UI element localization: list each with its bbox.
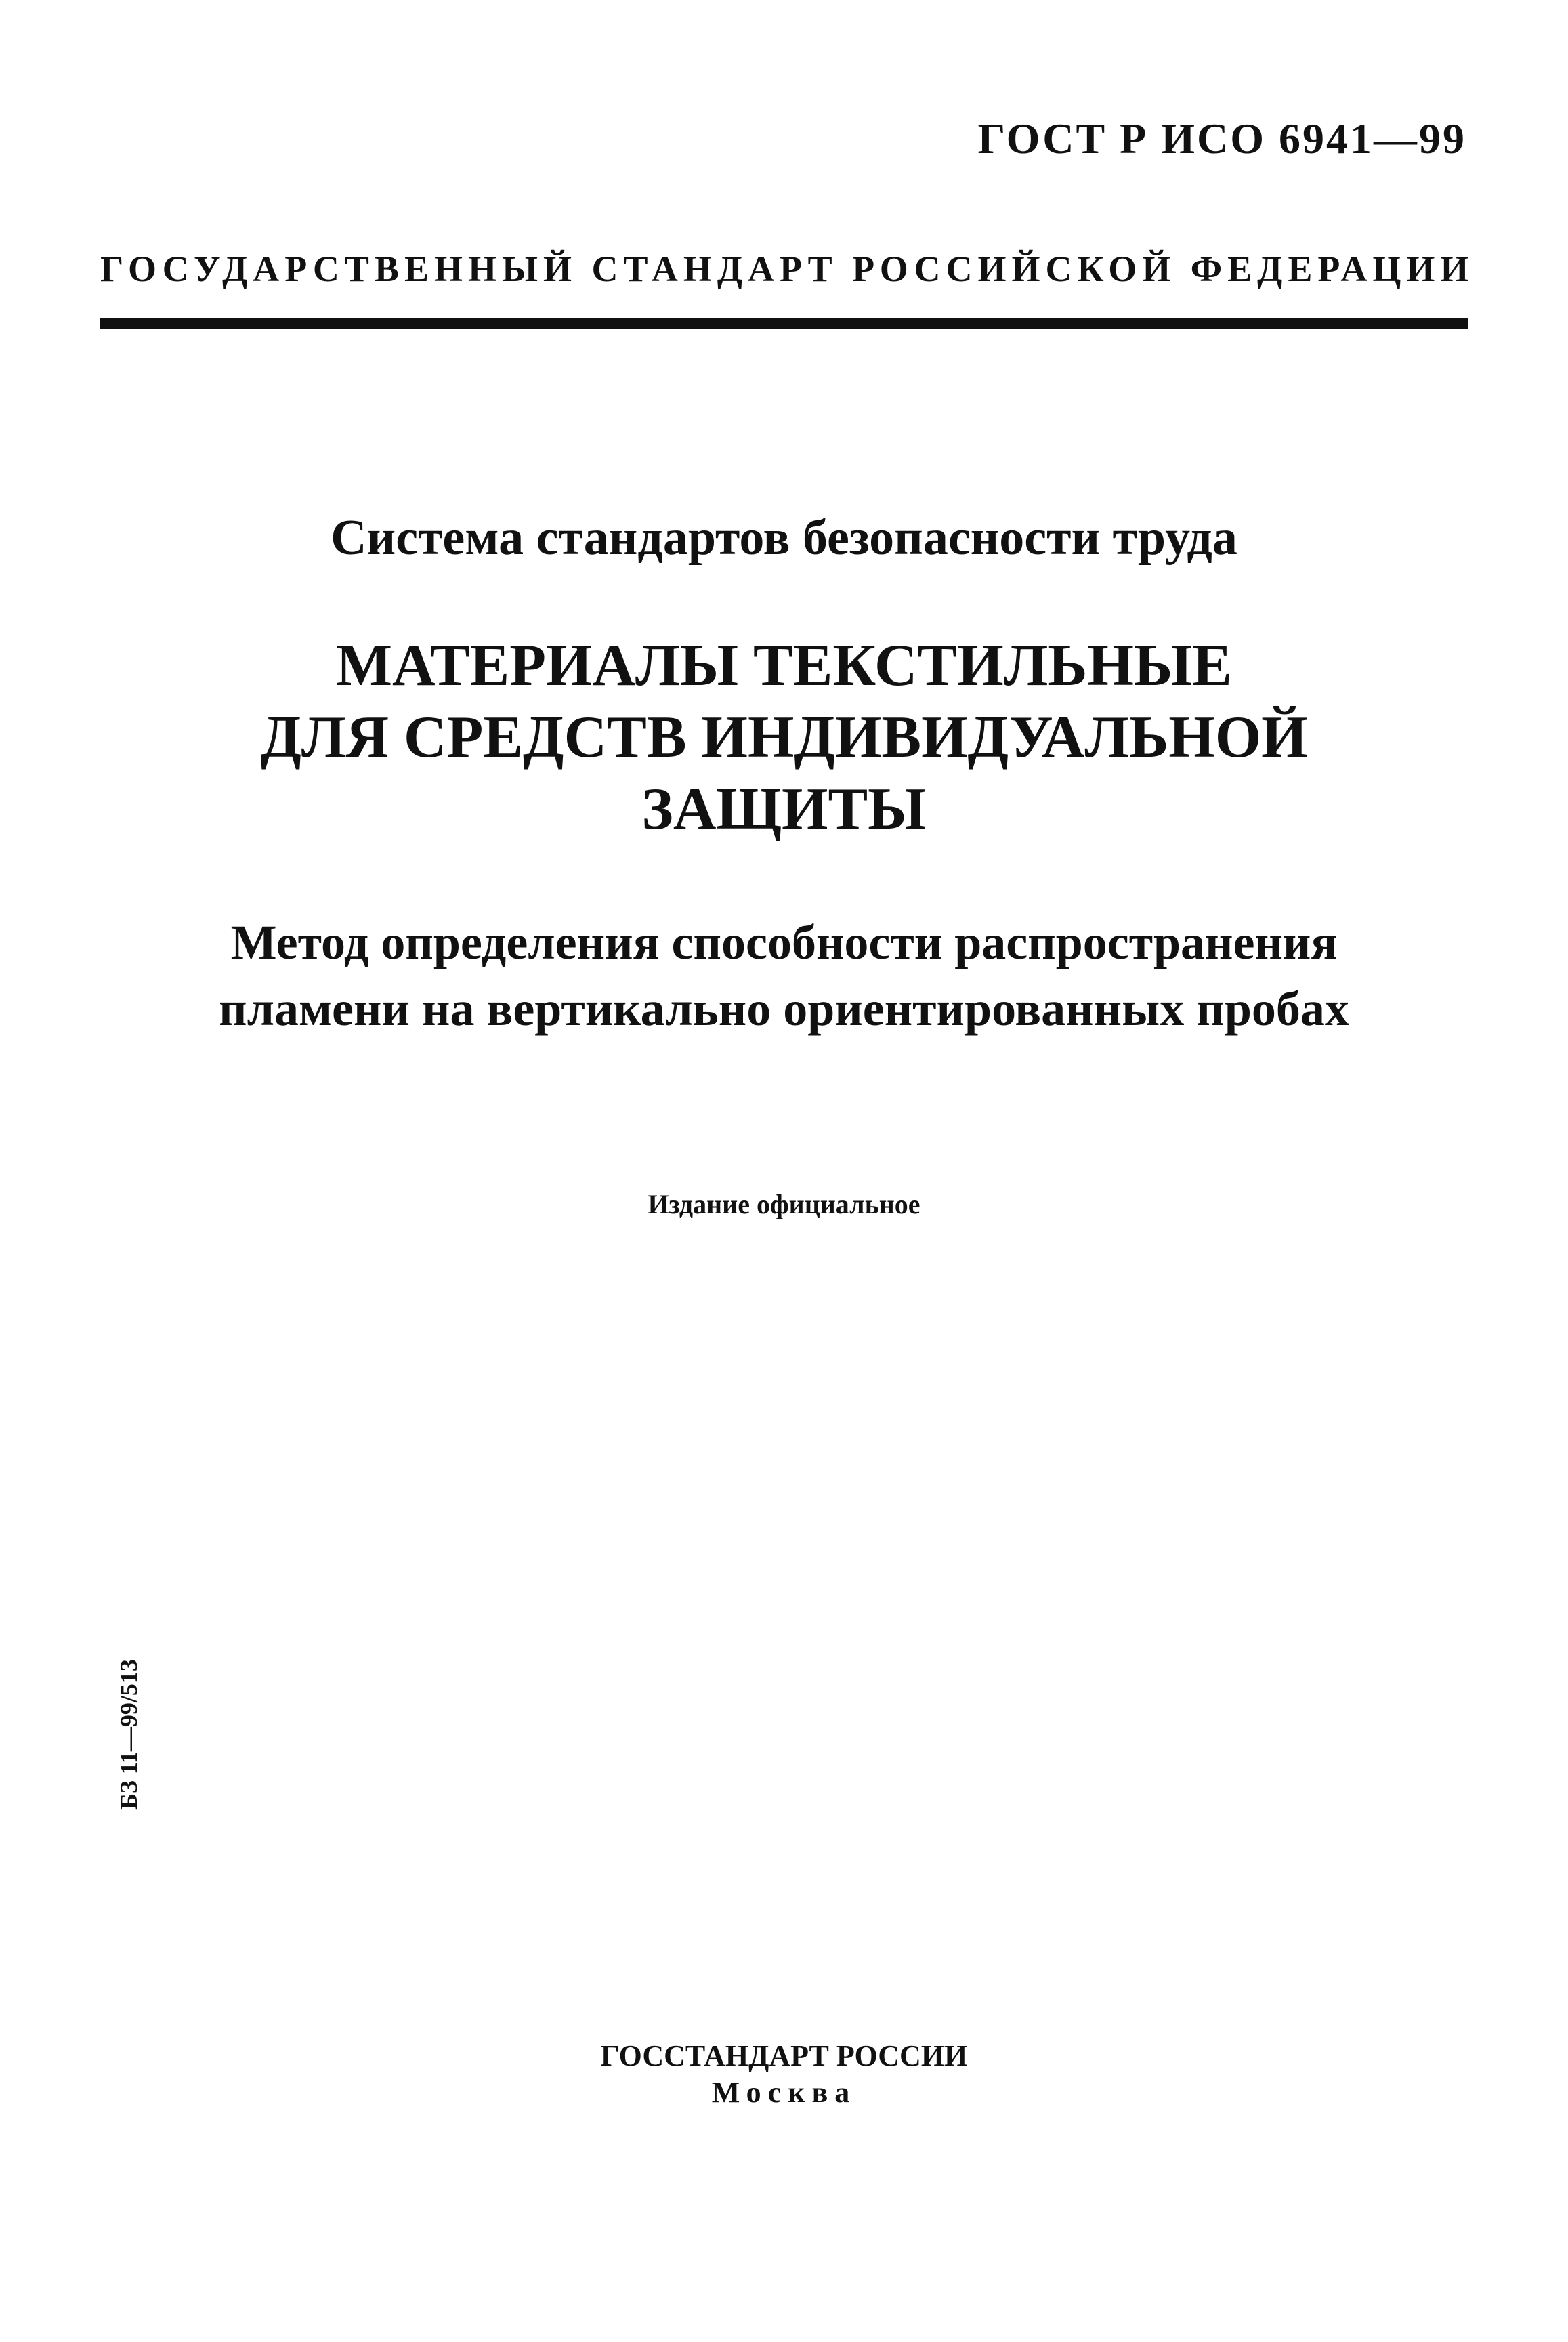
main-title-line: ЗАЩИТЫ <box>641 776 927 842</box>
subtitle <box>0 909 1568 1042</box>
publisher-city: Москва <box>711 2076 857 2109</box>
side-catalog-code: БЗ 11—99/513 <box>115 1659 142 1810</box>
edition-label: Издание официальное <box>648 1189 920 1219</box>
main-title-line: ДЛЯ СРЕДСТВ ИНДИВИДУАЛЬНОЙ <box>260 705 1308 770</box>
subtitle-line: Метод определения способности распространения <box>230 915 1338 969</box>
header-divider <box>100 318 1468 329</box>
publisher-block <box>0 2038 1568 2111</box>
main-title-line: МАТЕРИАЛЫ ТЕКСТИЛЬНЫЕ <box>335 633 1232 698</box>
main-title <box>0 630 1568 845</box>
subtitle-line: пламени на вертикально ориентированных пробах <box>219 982 1349 1036</box>
organization-header: ГОСУДАРСТВЕННЫЙ СТАНДАРТ РОССИЙСКОЙ ФЕДЕРАЦИИ <box>100 249 1475 289</box>
standard-number: ГОСТ Р ИСО 6941—99 <box>977 114 1466 163</box>
publisher-name: ГОССТАНДАРТ РОССИИ <box>600 2039 968 2072</box>
series-title: Система стандартов безопасности труда <box>331 510 1237 566</box>
